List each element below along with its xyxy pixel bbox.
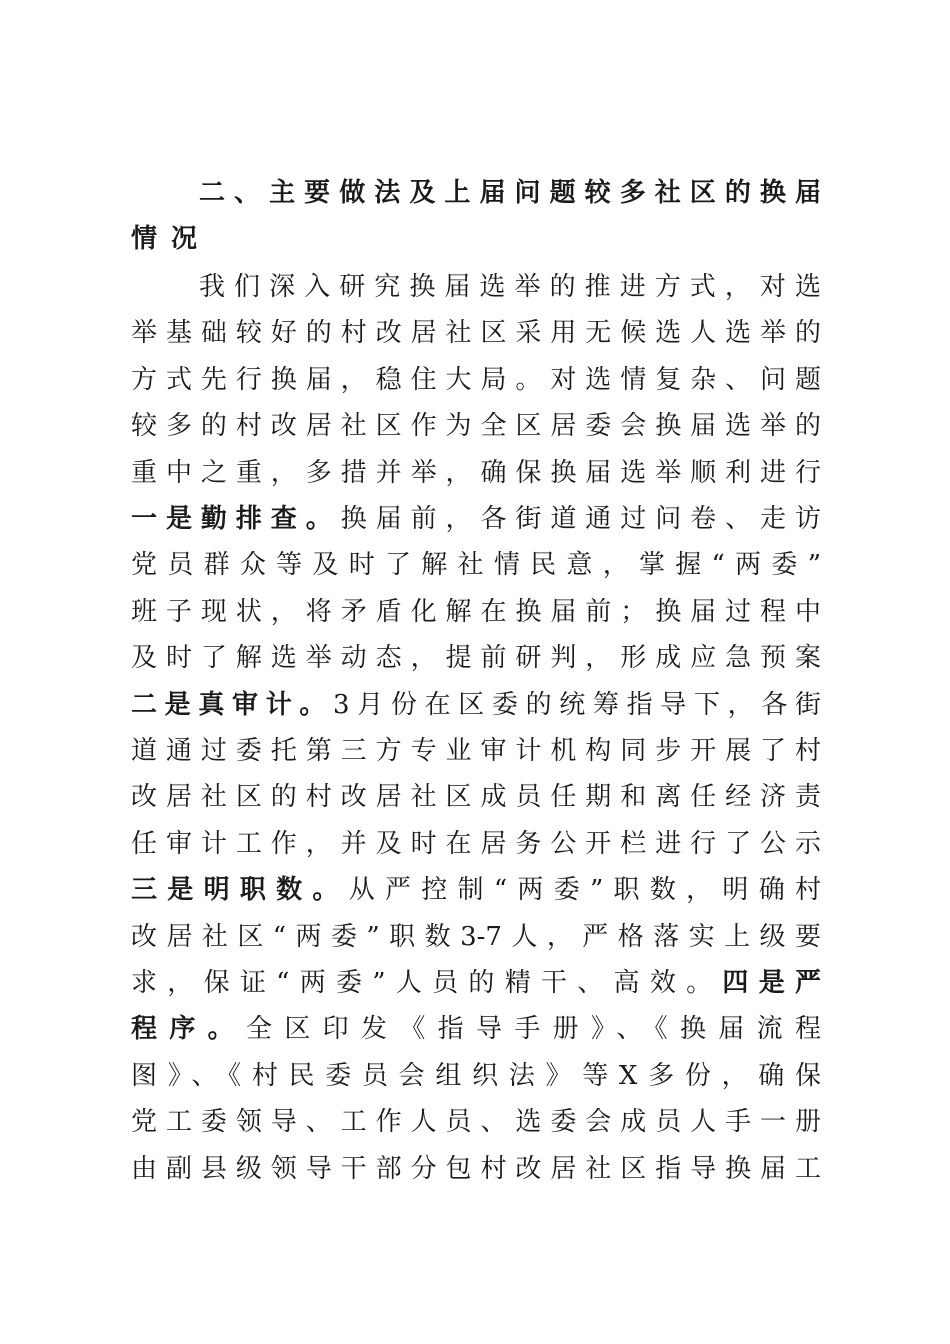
paragraph-line (131, 728, 821, 774)
bold-lead-phrase: 一是勤排查。 (131, 504, 341, 534)
text-segment: 党工委领导、工作人员、选委会成员人手一册 (131, 1107, 821, 1138)
paragraph-line (131, 960, 821, 1006)
paragraph-line (131, 310, 821, 356)
paragraph-line (131, 867, 821, 913)
section-heading-line-2: 情况 (131, 224, 212, 254)
text-segment: 全区印发《指导手册》、《换届流程 (246, 1014, 821, 1045)
paragraph-line (131, 821, 821, 867)
paragraph-line (131, 682, 821, 728)
text-segment: 改居社区的村改居社区成员任期和离任经济责 (131, 782, 821, 813)
text-segment: 道通过委托第三方专业审计机构同步开展了村 (131, 736, 821, 766)
text-segment: 求，保证“两委”人员的精干、高效。 (131, 968, 723, 998)
text-segment: 党员群众等及时了解社情民意，掌握“两委” (131, 550, 821, 581)
text-segment: 换届前，各街道通过问卷、走访 (340, 504, 821, 534)
paragraph-line (131, 1006, 821, 1052)
bold-lead-phrase: 三是明职数。 (131, 875, 349, 906)
paragraph-line (131, 496, 821, 542)
paragraph-line (131, 1099, 821, 1145)
text-segment: 方式先行换届，稳住大局。对选情复杂、问题 (131, 364, 821, 395)
text-segment: 3月份在区委的统筹指导下，各街 (333, 689, 821, 720)
text-segment: 较多的村改居社区作为全区居委会换届选举的 (131, 411, 821, 442)
section-heading-line-1: 二、主要做法及上届问题较多社区的换届 (199, 178, 821, 208)
paragraph-line (131, 450, 821, 496)
paragraph-line (131, 542, 821, 588)
bold-lead-phrase: 程序。 (131, 1014, 246, 1045)
text-segment: 图》、《村民委员会组织法》等X多份，确保 (131, 1060, 821, 1091)
paragraph-line (131, 403, 821, 449)
text-segment: 举基础较好的村改居社区采用无候选人选举的 (131, 318, 821, 349)
paragraph-line (131, 589, 821, 635)
text-segment: 任审计工作，并及时在居务公开栏进行了公示 (131, 828, 821, 859)
text-segment: 我们深入研究换届选举的推进方式，对选 (199, 272, 821, 302)
paragraph-line (131, 1053, 821, 1099)
text-segment: 班子现状，将矛盾化解在换届前；换届过程中 (131, 596, 821, 627)
paragraph-line (131, 635, 821, 681)
bold-lead-phrase: 四是严 (722, 968, 821, 998)
text-segment: 及时了解选举动态，提前研判，形成应急预案 (131, 643, 821, 674)
text-segment: 改居社区“两委”职数3-7人，严格落实上级要 (131, 921, 821, 952)
paragraph-line (131, 357, 821, 403)
paragraph-line (199, 264, 821, 310)
text-segment: 从严控制“两委”职数，明确村 (348, 875, 821, 906)
paragraph-line (131, 914, 821, 960)
text-segment: 重中之重，多措并举，确保换届选举顺利进行 (131, 457, 821, 488)
paragraph-line (131, 774, 821, 820)
text-segment: 由副县级领导干部分包村改居社区指导换届工 (131, 1153, 821, 1184)
bold-lead-phrase: 二是真审计。 (131, 689, 334, 720)
paragraph-line (131, 1146, 821, 1192)
